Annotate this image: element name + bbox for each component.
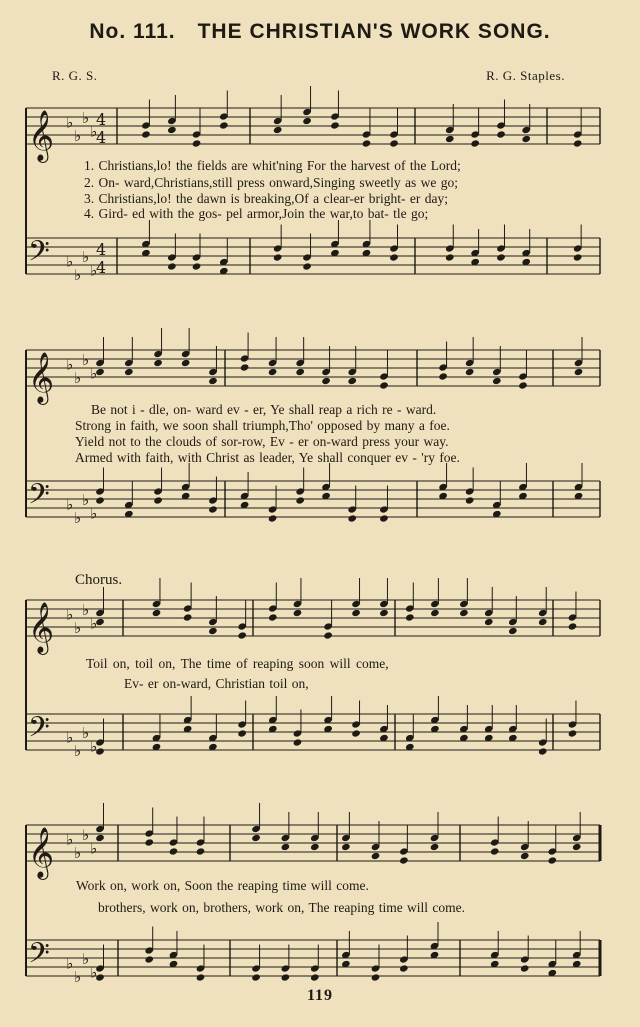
flat-icon: ♭ — [90, 504, 98, 523]
note-head — [445, 135, 455, 143]
note-head — [268, 613, 278, 621]
note-head — [302, 117, 312, 125]
note-head — [379, 381, 389, 389]
bass-clef-icon: 𝄢 — [28, 478, 50, 518]
flat-icon: ♭ — [90, 839, 98, 858]
flat-icon: ♭ — [82, 248, 90, 266]
note-head — [496, 253, 506, 261]
time-signature-bottom: 4 — [96, 128, 107, 147]
note-head — [281, 973, 291, 981]
note-head — [573, 139, 583, 147]
note-head — [572, 843, 582, 851]
time-signature-bottom: 4 — [96, 258, 107, 277]
flat-icon: ♭ — [90, 261, 98, 280]
time-signature-top: 4 — [96, 240, 107, 259]
flat-icon: ♭ — [74, 509, 82, 527]
note-head — [310, 973, 320, 981]
note-head — [153, 359, 163, 367]
flat-icon: ♭ — [90, 737, 98, 756]
page-number: 119 — [306, 987, 334, 1004]
note-head — [144, 955, 154, 963]
note-head — [196, 847, 206, 855]
hymn-title: THE CHRISTIAN'S WORK SONG. — [197, 20, 551, 43]
note-head — [196, 973, 206, 981]
treble-clef-icon: 𝄞 — [28, 110, 55, 161]
note-head — [208, 377, 218, 385]
flat-icon: ♭ — [74, 619, 82, 637]
flat-icon: ♭ — [66, 728, 74, 747]
verse-1-line-1: 1. Christians,lo! the fields are whit'ning For the harvest of the Lord; — [84, 158, 461, 173]
flat-icon: ♭ — [66, 495, 74, 514]
note-head — [496, 130, 506, 138]
flat-icon: ♭ — [74, 127, 82, 145]
note-head — [508, 627, 518, 635]
flat-icon: ♭ — [82, 601, 90, 619]
note-head — [438, 372, 448, 380]
flat-icon: ♭ — [74, 369, 82, 387]
time-signature-top: 4 — [96, 110, 107, 129]
note-head — [574, 368, 584, 376]
note-head — [351, 609, 361, 617]
flat-icon: ♭ — [66, 830, 74, 849]
note-head — [470, 139, 480, 147]
note-head — [295, 496, 305, 504]
note-head — [490, 847, 500, 855]
note-head — [492, 377, 502, 385]
flat-icon: ♭ — [82, 351, 90, 369]
note-head — [310, 843, 320, 851]
note-head — [219, 121, 229, 129]
note-head — [347, 514, 357, 522]
note-head — [520, 852, 530, 860]
verse-3-line-2: Yield not to the clouds of sor-row, Ev - er on-ward press your way. — [75, 434, 449, 449]
note-head — [399, 964, 409, 972]
note-head — [251, 973, 261, 981]
note-head — [371, 852, 381, 860]
note-head — [167, 262, 177, 270]
flat-icon: ♭ — [74, 968, 82, 986]
lyricist-credit: R. G. S. — [52, 68, 98, 83]
note-head — [192, 139, 202, 147]
note-head — [273, 126, 283, 134]
note-head — [152, 609, 162, 617]
flat-icon: ♭ — [82, 724, 90, 742]
flat-icon: ♭ — [74, 844, 82, 862]
verse-2-line-1: 2. On- ward,Christians,still press onward,Singing sweetly as we go; — [84, 175, 458, 190]
bass-clef-icon: 𝄢 — [28, 235, 50, 275]
note-head — [430, 609, 440, 617]
note-head — [362, 139, 372, 147]
note-head — [399, 856, 409, 864]
note-head — [330, 121, 340, 129]
flat-icon: ♭ — [90, 963, 98, 982]
treble-clef-icon: 𝄞 — [28, 352, 55, 403]
flat-icon: ♭ — [66, 605, 74, 624]
note-head — [208, 627, 218, 635]
verse-3-line-1: 3. Christians,lo! the dawn is breaking,Of a clear-er bright- er day; — [84, 191, 448, 206]
note-head — [459, 609, 469, 617]
bass-clef-icon: 𝄢 — [28, 937, 50, 977]
note-head — [268, 514, 278, 522]
hymn-number: No. 111. — [89, 20, 176, 43]
note-head — [379, 514, 389, 522]
flat-icon: ♭ — [82, 109, 90, 127]
note-head — [153, 496, 163, 504]
flat-icon: ♭ — [66, 355, 74, 374]
treble-clef-icon: 𝄞 — [28, 602, 55, 653]
note-head — [273, 253, 283, 261]
note-head — [183, 613, 193, 621]
chorus-line-2-upper: Work on, work on, Soon the reaping time will come. — [76, 878, 369, 893]
note-head — [251, 834, 261, 842]
note-head — [208, 505, 218, 513]
verse-4-line-2: Armed with faith, with Christ as leader, Ye shall conquer ev - 'ry foe. — [75, 450, 460, 465]
note-head — [538, 618, 548, 626]
note-head — [323, 631, 333, 639]
flat-icon: ♭ — [66, 954, 74, 973]
note-head — [268, 368, 278, 376]
flat-icon: ♭ — [90, 364, 98, 383]
note-head — [167, 126, 177, 134]
verse-4-line-1: 4. Gird- ed with the gos- pel armor,Join the war,to bat- tle go; — [84, 206, 429, 221]
note-head — [568, 729, 578, 737]
chorus-line-1-lower: Ev- er on-ward, Christian toil on, — [124, 676, 309, 691]
composer-credit: R. G. Staples. — [486, 68, 565, 83]
note-head — [389, 139, 399, 147]
note-head — [124, 368, 134, 376]
flat-icon: ♭ — [66, 113, 74, 132]
chorus-line-2-lower: brothers, work on, brothers, work on, The reaping time will come. — [98, 900, 466, 915]
note-head — [281, 843, 291, 851]
note-head — [240, 363, 250, 371]
flat-icon: ♭ — [74, 266, 82, 284]
note-head — [521, 135, 531, 143]
verse-2-line-2: Strong in faith, we soon shall triumph,Tho' opposed by many a foe. — [75, 418, 450, 433]
note-head — [293, 738, 303, 746]
clefs-and-signatures — [28, 109, 106, 986]
note-head — [538, 747, 548, 755]
note-head — [321, 377, 331, 385]
flat-icon: ♭ — [90, 122, 98, 141]
note-head — [430, 843, 440, 851]
note-head — [351, 729, 361, 737]
note-head — [445, 253, 455, 261]
treble-clef-icon: 𝄞 — [28, 827, 55, 878]
note-head — [237, 729, 247, 737]
note-head — [192, 262, 202, 270]
note-head — [144, 838, 154, 846]
note-head — [518, 381, 528, 389]
note-head — [95, 496, 105, 504]
flat-icon: ♭ — [66, 252, 74, 271]
note-head — [389, 253, 399, 261]
flat-icon: ♭ — [82, 950, 90, 968]
note-head — [293, 609, 303, 617]
chorus-line-1-upper: Toil on, toil on, The time of reaping soon will come, — [86, 656, 389, 671]
note-head — [568, 622, 578, 630]
flat-icon: ♭ — [74, 742, 82, 760]
bass-clef-icon: 𝄢 — [28, 711, 50, 751]
note-head — [371, 973, 381, 981]
note-head — [405, 613, 415, 621]
note-head — [341, 843, 351, 851]
verse-1-line-2: Be not i - dle, on- ward ev - er, Ye shall reap a rich re - ward. — [91, 402, 437, 417]
note-head — [141, 130, 151, 138]
note-head — [465, 368, 475, 376]
note-head — [302, 262, 312, 270]
note-head — [379, 609, 389, 617]
note-head — [181, 359, 191, 367]
flat-icon: ♭ — [82, 491, 90, 509]
note-head — [547, 856, 557, 864]
note-head — [295, 368, 305, 376]
note-head — [573, 253, 583, 261]
note-head — [520, 964, 530, 972]
note-head — [237, 631, 247, 639]
note-head — [169, 847, 179, 855]
note-head — [484, 618, 494, 626]
note-head — [347, 377, 357, 385]
flat-icon: ♭ — [82, 826, 90, 844]
flat-icon: ♭ — [90, 614, 98, 633]
chorus-label: Chorus. — [75, 572, 123, 588]
note-head — [465, 496, 475, 504]
